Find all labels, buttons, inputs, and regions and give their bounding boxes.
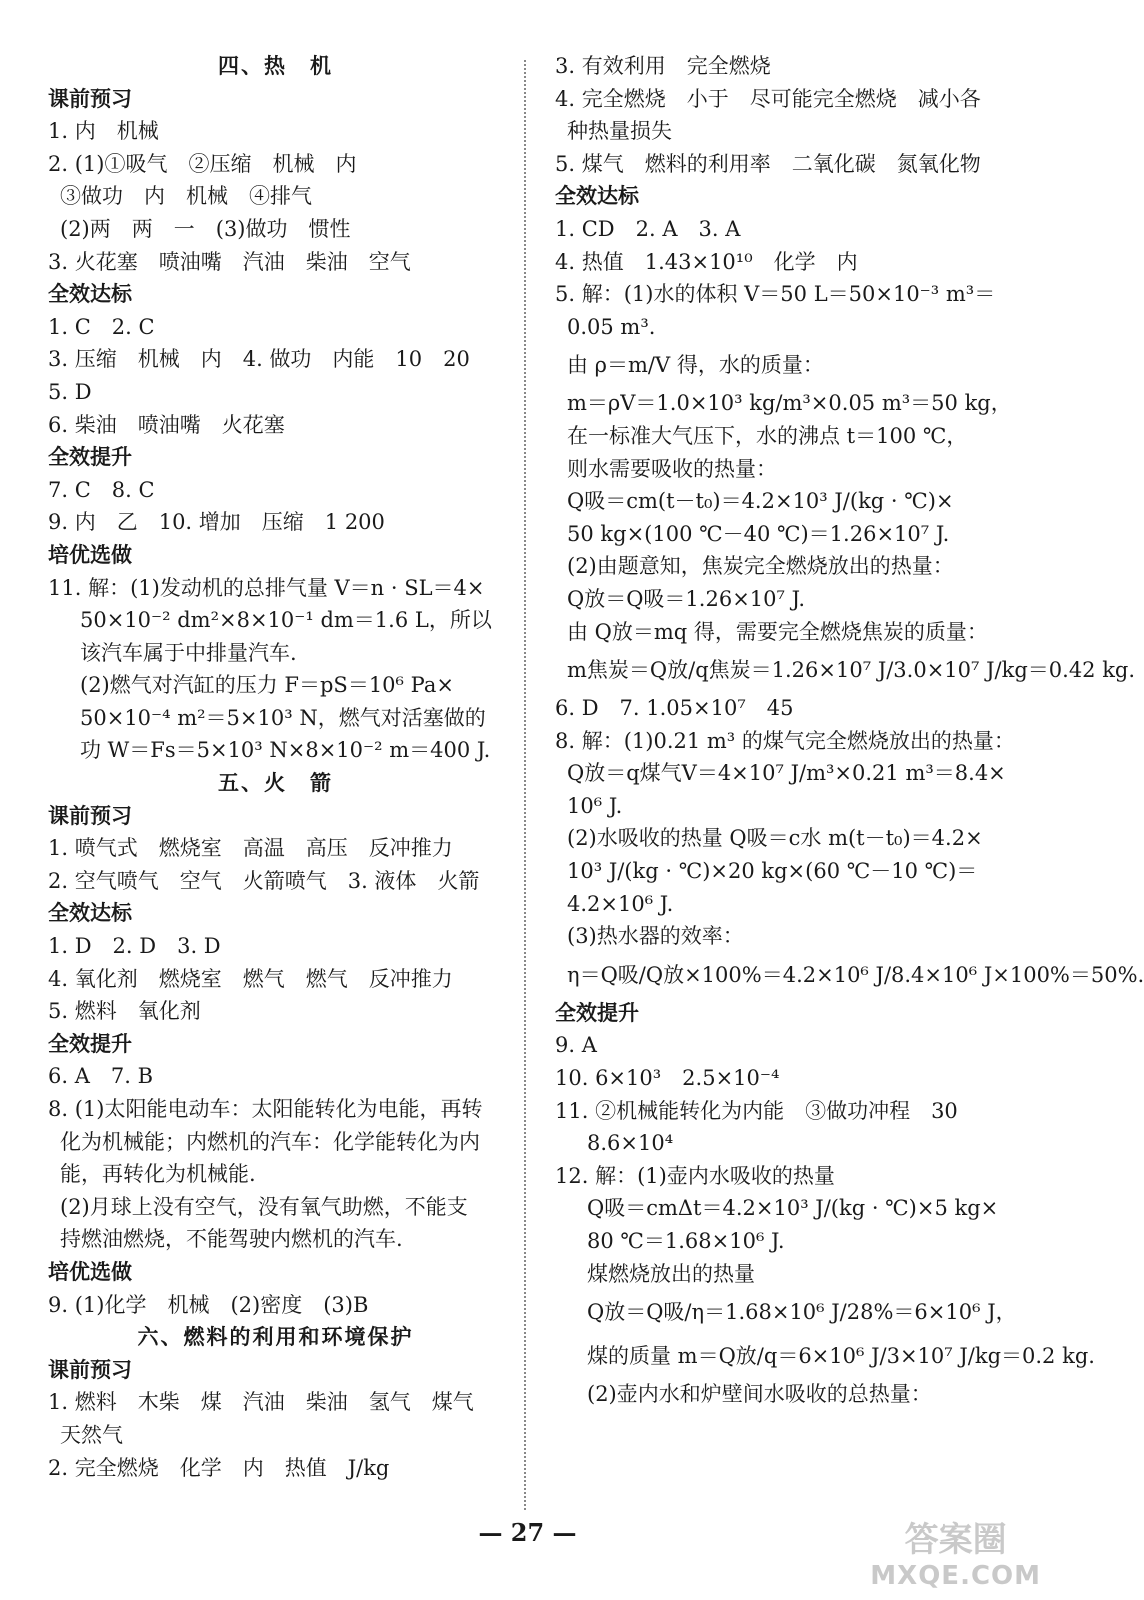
answer-line: 该汽车属于中排量汽车. [80,640,297,665]
page-number: — 27 — [478,1518,577,1547]
answer-line: 由 Q放＝mq 得，需要完全燃烧焦炭的质量： [567,619,988,644]
answer-line: 10⁶ J. [567,793,623,818]
answer-line: 12. 解：(1)壶内水吸收的热量 [555,1163,835,1188]
answer-line: 4.2×10⁶ J. [567,891,674,916]
subsection-heading: 培优选做 [48,1259,132,1284]
answer-line: 10³ J/(kg · ℃)×20 kg×(60 ℃－10 ℃)＝ [567,859,978,884]
answer-line: 80 ℃＝1.68×10⁶ J. [587,1229,785,1253]
answer-line: 0.05 m³. [567,314,656,339]
subsection-heading: 课前预习 [48,803,132,828]
answer-line: Q吸＝cm(t－t₀)＝4.2×10³ J/(kg · ℃)× [567,489,954,514]
answer-line: 2. (1)①吸气 ②压缩 机械 内 [48,151,357,176]
section-title: 四、热 机 [218,53,333,78]
answer-line: 4. 热值 1.43×10¹⁰ 化学 内 [555,249,858,274]
answer-line: 功 W＝Fs＝5×10³ N×8×10⁻² m＝400 J. [80,738,491,763]
answer-line: Q放＝Q吸＝1.26×10⁷ J. [567,586,806,611]
answer-line: 9. (1)化学 机械 (2)密度 (3)B [48,1292,369,1317]
answer-line: 7. C 8. C [48,477,155,502]
answer-line: 1. D 2. D 3. D [48,934,221,959]
answer-line: 4. 氧化剂 燃烧室 燃气 燃气 反冲推力 [48,966,453,991]
answer-line: 8. (1)太阳能电动车：太阳能转化为电能，再转 [48,1097,483,1121]
answer-line: (2)月球上没有空气，没有氧气助燃，不能支 [60,1194,468,1219]
answer-line: (2)水吸收的热量 Q吸＝c水 m(t－t₀)＝4.2× [567,826,983,851]
subsection-heading: 全效提升 [48,1031,132,1056]
answer-line: 1. CD 2. A 3. A [555,216,741,241]
subsection-heading: 课前预习 [48,86,132,111]
answer-line: (2)由题意知，焦炭完全燃烧放出的热量： [567,554,954,579]
subsection-heading: 课前预习 [48,1357,132,1382]
answer-line: 11. ②机械能转化为内能 ③做功冲程 30 [555,1098,958,1123]
answer-line: 3. 有效利用 完全燃烧 [555,54,771,78]
watermark-url: MXQE.COM [870,1561,1041,1591]
answer-line: 1. 燃料 木柴 煤 汽油 柴油 氢气 煤气 [48,1390,474,1415]
subsection-heading: 培优选做 [48,542,132,567]
answer-line: 8. 解：(1)0.21 m³ 的煤气完全燃烧放出的热量： [555,728,1015,753]
answer-line: 3. 火花塞 喷油嘴 汽油 柴油 空气 [48,249,411,274]
answer-line: 化为机械能；内燃机的汽车：化学能转化为内 [60,1129,480,1154]
answer-line: 5. 煤气 燃料的利用率 二氧化碳 氮氧化物 [555,151,981,176]
answer-line: 由 ρ＝m/V 得，水的质量： [567,353,824,378]
watermark-text: 答案圈 [904,1520,1007,1560]
answer-line: 9. 内 乙 10. 增加 压缩 1 200 [48,510,385,535]
answer-line: (2)两 两 一 (3)做功 惯性 [60,216,351,241]
answer-line: Q放＝Q吸/η＝1.68×10⁶ J/28%＝6×10⁶ J， [587,1300,1017,1325]
answer-line: η＝Q吸/Q放×100%＝4.2×10⁶ J/8.4×10⁶ J×100%＝50%. [567,962,1144,987]
answer-line: 10. 6×10³ 2.5×10⁻⁴ [555,1066,780,1091]
answer-line: 在一标准大气压下，水的沸点 t＝100 ℃， [567,423,968,448]
answer-line: 持燃油燃烧，不能驾驶内燃机的汽车. [60,1227,403,1252]
answer-line: 2. 空气喷气 空气 火箭喷气 3. 液体 火箭 [48,868,480,893]
right-column [555,50,1144,1411]
answer-line: 4. 完全燃烧 小于 尽可能完全燃烧 减小各 [555,86,981,111]
watermark-logo [870,1512,1041,1591]
left-column [48,50,503,1484]
answer-line: 50×10⁻² dm²×8×10⁻¹ dm＝1.6 L，所以 [80,608,492,633]
answer-line: 煤燃烧放出的热量 [587,1261,755,1286]
answer-line: 9. A [555,1033,597,1058]
answer-line: 1. C 2. C [48,314,155,339]
answer-line: 6. 柴油 喷油嘴 火花塞 [48,412,285,437]
section-title: 五、火 箭 [218,770,333,796]
column-divider [524,60,526,1510]
answer-line: 5. D [48,379,92,404]
answer-line: (2)燃气对汽缸的压力 F＝pS＝10⁶ Pa× [80,673,454,698]
answer-line: 种热量损失 [567,119,672,144]
answer-line: (2)壶内水和炉壁间水吸收的总热量： [587,1382,932,1407]
subsection-heading: 全效达标 [555,184,639,209]
answer-line: 3. 压缩 机械 内 4. 做功 内能 10 20 [48,347,470,372]
answer-line: 煤的质量 m＝Q放/q＝6×10⁶ J/3×10⁷ J/kg＝0.2 kg. [587,1344,1095,1369]
answer-line: m焦炭＝Q放/q焦炭＝1.26×10⁷ J/3.0×10⁷ J/kg＝0.42 kg. [567,658,1136,683]
answer-line: 8.6×10⁴ [587,1131,674,1156]
answer-line: 5. 解：(1)水的体积 V＝50 L＝50×10⁻³ m³＝ [555,282,996,307]
subsection-heading: 全效提升 [555,1000,639,1025]
answer-line: 5. 燃料 氧化剂 [48,999,201,1024]
answer-line: Q放＝q煤气V＝4×10⁷ J/m³×0.21 m³＝8.4× [567,761,1006,786]
answer-line: 天然气 [60,1422,123,1447]
answer-line: 能，再转化为机械能. [60,1162,256,1187]
answer-line: 50 kg×(100 ℃－40 ℃)＝1.26×10⁷ J. [567,521,950,546]
answer-line: Q吸＝cmΔt＝4.2×10³ J/(kg · ℃)×5 kg× [587,1196,999,1221]
answer-line: 6. A 7. B [48,1064,154,1089]
answer-line: 2. 完全燃烧 化学 内 热值 J/kg [48,1455,390,1480]
answer-line: 1. 喷气式 燃烧室 高温 高压 反冲推力 [48,836,453,861]
answer-line: (3)热水器的效率： [567,924,744,949]
section-title: 六、燃料的利用和环境保护 [137,1324,414,1350]
answer-line: 50×10⁻⁴ m²＝5×10³ N，燃气对活塞做的 [80,705,486,730]
answer-line: 则水需要吸收的热量： [567,456,777,481]
answer-line: 11. 解：(1)发动机的总排气量 V＝n · SL＝4× [48,575,485,600]
answer-line: m＝ρV＝1.0×10³ kg/m³×0.05 m³＝50 kg， [567,391,1012,416]
answer-line: ③做功 内 机械 ④排气 [60,184,312,209]
subsection-heading: 全效达标 [48,282,132,307]
subsection-heading: 全效达标 [48,901,132,926]
answer-line: 6. D 7. 1.05×10⁷ 45 [555,696,794,721]
answer-line: 1. 内 机械 [48,119,159,144]
subsection-heading: 全效提升 [48,445,132,470]
